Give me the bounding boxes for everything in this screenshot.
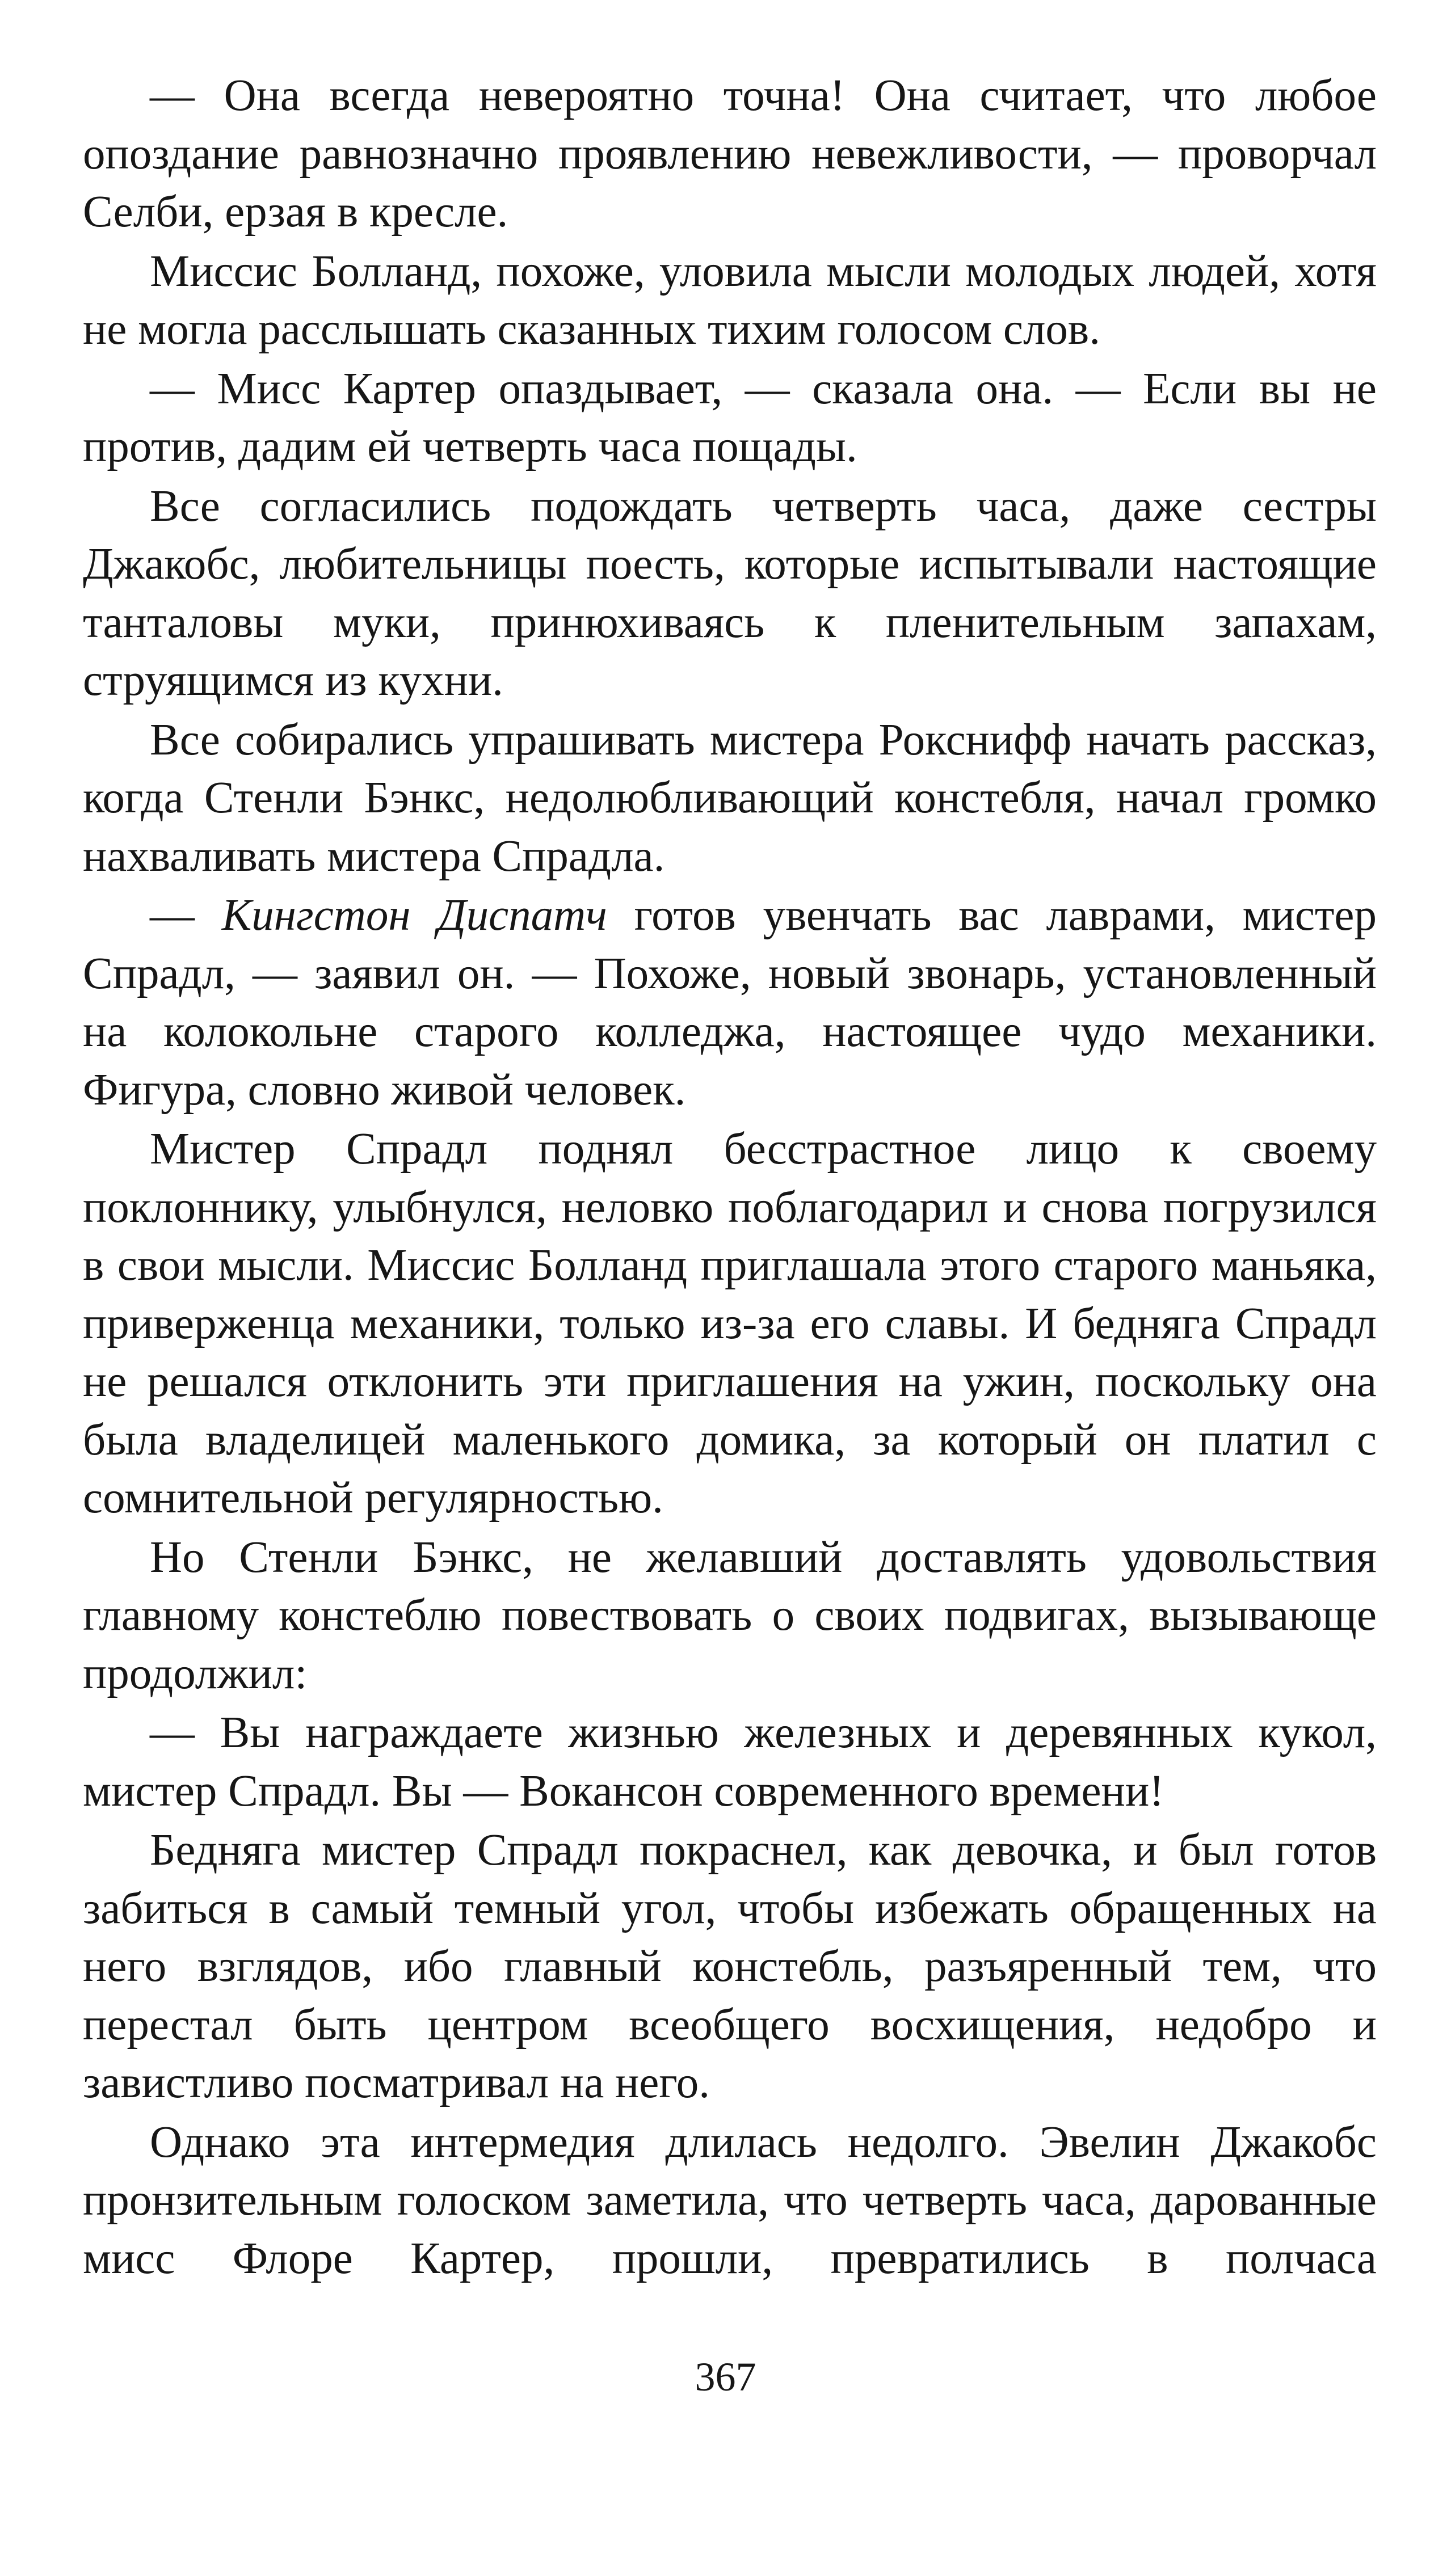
page-text-body [83, 67, 1377, 2288]
paragraph-4: Все согласились подождать четверть часа, даже сестры Джакобс, любительницы поесть, которые испытывали настоящие танталовы муки, принюхиваясь к пленительным запахам, струящимся из кухни. [83, 481, 1377, 705]
paragraph-6-text: готов увенчать вас лаврами, мистер Спрадл, — заявил он. — Похоже, новый звонарь, установленный на колокольне старого колледжа, настоящее чудо механики. Фигура, словно живой человек. [83, 891, 1377, 1115]
paragraph-6 [83, 887, 1377, 1119]
paragraph-2: Миссис Болланд, похоже, уловила мысли молодых людей, хотя не могла расслышать сказанных тихим голосом слов. [83, 246, 1377, 354]
paragraph-6-lead: — [150, 891, 222, 940]
paragraph-1: — Она всегда невероятно точна! Она считает, что любое опоздание равнозначно проявлению невежливости, — проворчал Селби, ерзая в кресле. [83, 71, 1377, 237]
paragraph-5: Все собирались упрашивать мистера Рокснифф начать рассказ, когда Стенли Бэнкс, недолюбливающий констебля, начал громко нахваливать мистера Спрадла. [83, 715, 1377, 881]
paragraph-8: Но Стенли Бэнкс, не желавший доставлять удовольствия главному констеблю повествовать о своих подвигах, вызывающе продолжил: [83, 1532, 1377, 1698]
paragraph-11: Однако эта интермедия длилась недолго. Эвелин Джакобс пронзительным голоском заметила, что четверть часа, дарованные мисс Флоре Картер, прошли, превратились в полчаса [83, 2117, 1377, 2283]
paragraph-10: Бедняга мистер Спрадл покраснел, как девочка, и был готов забиться в самый темный угол, чтобы избежать обращенных на него взглядов, ибо главный констебль, разъяренный тем, что перестал быть центром всеобщего восхищения, недобро и завистливо посматривал на него. [83, 1825, 1377, 2107]
paragraph-7: Мистер Спрадл поднял бесстрастное лицо к своему поклоннику, улыбнулся, неловко поблагодарил и снова погрузился в свои мысли. Миссис Болланд приглашала этого старого маньяка, приверженца механики, только из-за его славы. И бедняга Спрадл не решался отклонить эти приглашения на ужин, поскольку она была владелицей маленького домика, за который он платил с сомнительной регулярностью. [83, 1124, 1377, 1523]
page-number: 367 [695, 2354, 756, 2400]
paragraph-9: — Вы награждаете жизнью железных и деревянных кукол, мистер Спрадл. Вы — Вокансон современного времени! [83, 1708, 1377, 1816]
paragraph-3: — Мисс Картер опаздывает, — сказала она. — Если вы не против, дадим ей четверть часа пощады. [83, 364, 1377, 471]
newspaper-title: Кингстон Диспатч [221, 891, 607, 940]
